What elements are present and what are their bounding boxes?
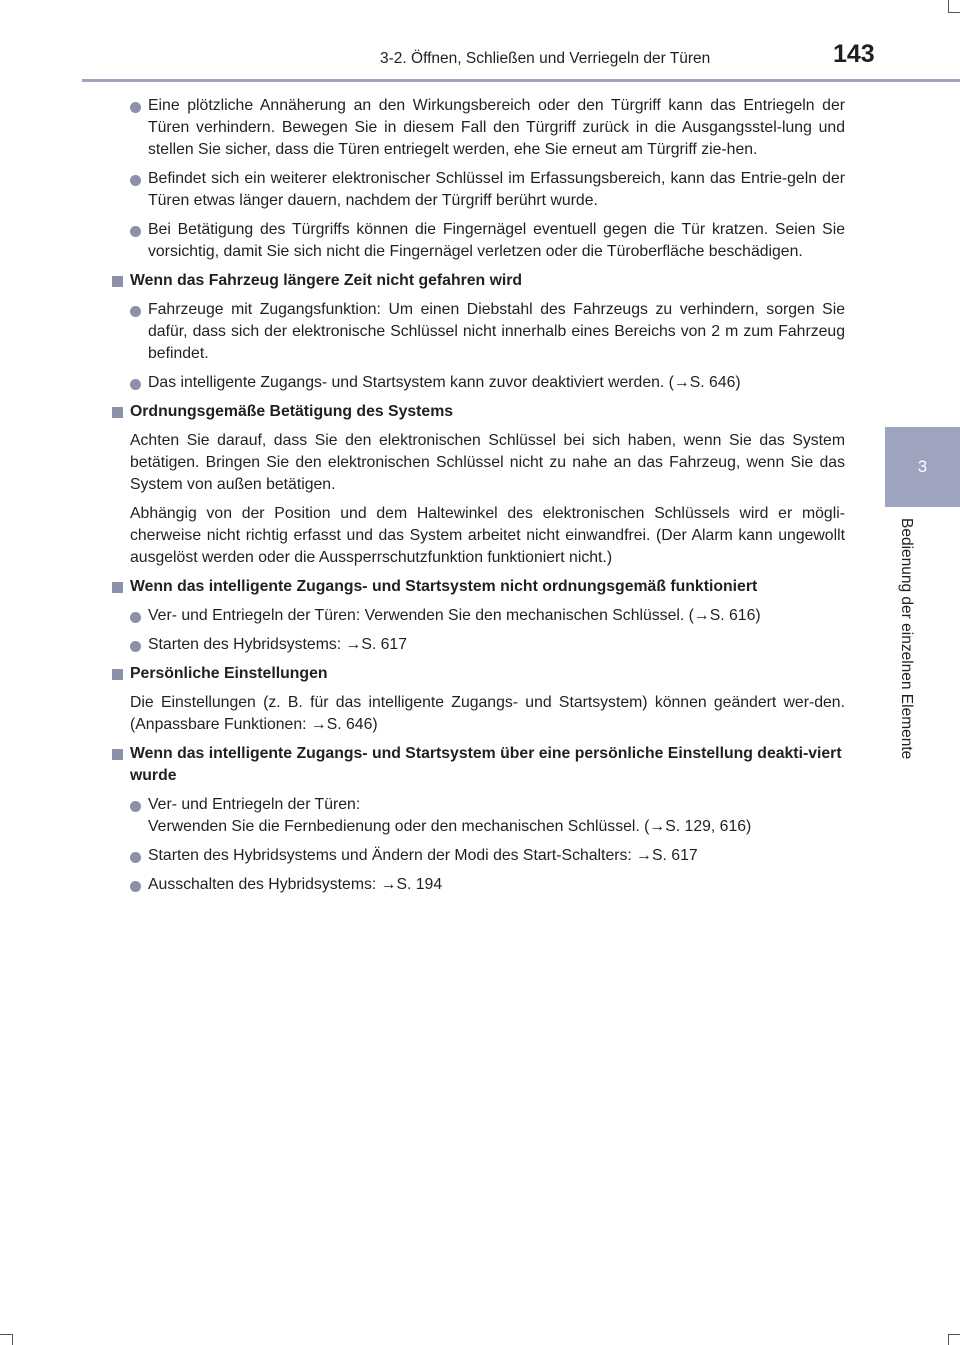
list-item-text: Starten des Hybridsystems: →S. 617 [148,636,407,653]
list-item [110,372,845,394]
bullet-icon [130,102,141,113]
chapter-number: 3 [917,457,928,476]
paragraph: Abhängig von der Position und dem Haltewinkel des elektronischen Schlüssels wird er mögli-cherweise nicht richtig erfasst und das System arbeitet nicht einwandfrei. (Der Alarm kann ungewollt ausgelöst werden oder die Aussperrschutzfunktion funktioniert nicht.) [130,505,845,566]
list-item-text: Fahrzeuge mit Zugangsfunktion: Um einen Diebstahl des Fahrzeugs zu verhindern, sorgen Sie dafür, dass sich der elektronische Schlüssel nicht innerhalb eines Bereichs von 2 m zum Fahrzeug befindet. [148,301,845,362]
heading-text: Wenn das intelligente Zugangs- und Startsystem nicht ordnungsgemäß funktioniert [130,578,758,595]
crop-mark [948,12,960,13]
list-item [110,605,845,627]
section-heading [110,743,845,787]
square-bullet-icon [112,749,123,760]
list-item [110,874,845,896]
heading-text: Wenn das Fahrzeug längere Zeit nicht gefahren wird [130,272,523,289]
list-item-text: Bei Betätigung des Türgriffs können die Fingernägel eventuell gegen die Tür kratzen. Seien Sie vorsichtig, damit Sie sich nicht die Fingernägel verletzen oder die Türoberfläche beschädigen. [148,221,845,260]
list-item-text: Ausschalten des Hybridsystems: →S. 194 [148,876,443,893]
section-heading [110,270,845,292]
chapter-title: Bedienung der einzelnen Elemente [898,518,915,760]
list-item [110,794,845,838]
bullet-icon [130,379,141,390]
crop-mark [0,1334,12,1335]
list-item [110,845,845,867]
bullet-icon [130,306,141,317]
heading-text: Wenn das intelligente Zugangs- und Startsystem über eine persönliche Einstellung deakti-viert wurde [130,745,842,784]
list-item-text: Starten des Hybridsystems und Ändern der Modi des Start-Schalters: →S. 617 [148,847,698,864]
section-title: 3-2. Öffnen, Schließen und Verriegeln der Türen [380,50,711,67]
page-number: 143 [833,40,875,68]
list-item-text: Befindet sich ein weiterer elektronischer Schlüssel im Erfassungsbereich, kann das Entrie-geln der Türen etwas länger dauern, nachdem der Türgriff berührt wurde. [148,170,845,209]
chapter-tab [885,427,960,507]
paragraph: Achten Sie darauf, dass Sie den elektronischen Schlüssel bei sich haben, wenn Sie das System betätigen. Bringen Sie den elektronischen Schlüssel nicht zu nahe an das Fahrzeug, wenn Sie das System von außen betätigen. [130,432,845,493]
bullet-icon [130,175,141,186]
page-content [110,95,845,903]
list-item [110,168,845,212]
bullet-icon [130,641,141,652]
square-bullet-icon [112,276,123,287]
section-heading [110,576,845,598]
heading-text: Persönliche Einstellungen [130,665,328,682]
header-rule [82,79,960,82]
list-item [110,95,845,161]
square-bullet-icon [112,669,123,680]
crop-mark [12,1334,13,1345]
list-item-text: Eine plötzliche Annäherung an den Wirkungsbereich oder den Türgriff kann das Entriegeln der Türen verhindern. Bewegen Sie in diesem Fall den Türgriff zurück in die Ausgangsstel-lung und stellen Sie sicher, dass die Türen entriegelt werden, ehe Sie erneut am Türgriff zie-hen. [148,97,845,158]
bullet-icon [130,852,141,863]
list-item [110,219,845,263]
list-item [110,299,845,365]
bullet-icon [130,226,141,237]
paragraph: Die Einstellungen (z. B. für das intelligente Zugangs- und Startsystem) können geändert wer-den. (Anpassbare Funktionen: →S. 646) [130,694,845,733]
list-item [110,634,845,656]
list-item-text: Das intelligente Zugangs- und Startsystem kann zuvor deaktiviert werden. (→S. 646) [148,374,741,391]
bullet-icon [130,801,141,812]
list-item-text: Ver- und Entriegeln der Türen: Verwenden Sie den mechanischen Schlüssel. (→S. 616) [148,607,761,624]
heading-text: Ordnungsgemäße Betätigung des Systems [130,403,454,420]
square-bullet-icon [112,582,123,593]
square-bullet-icon [112,407,123,418]
section-heading [110,401,845,423]
crop-mark [948,0,949,12]
list-item-text: Ver- und Entriegeln der Türen: [148,796,361,813]
list-item-text: Verwenden Sie die Fernbedienung oder den mechanischen Schlüssel. (→S. 129, 616) [148,818,752,835]
section-heading [110,663,845,685]
bullet-icon [130,881,141,892]
bullet-icon [130,612,141,623]
crop-mark [948,1334,960,1335]
crop-mark [948,1334,949,1345]
